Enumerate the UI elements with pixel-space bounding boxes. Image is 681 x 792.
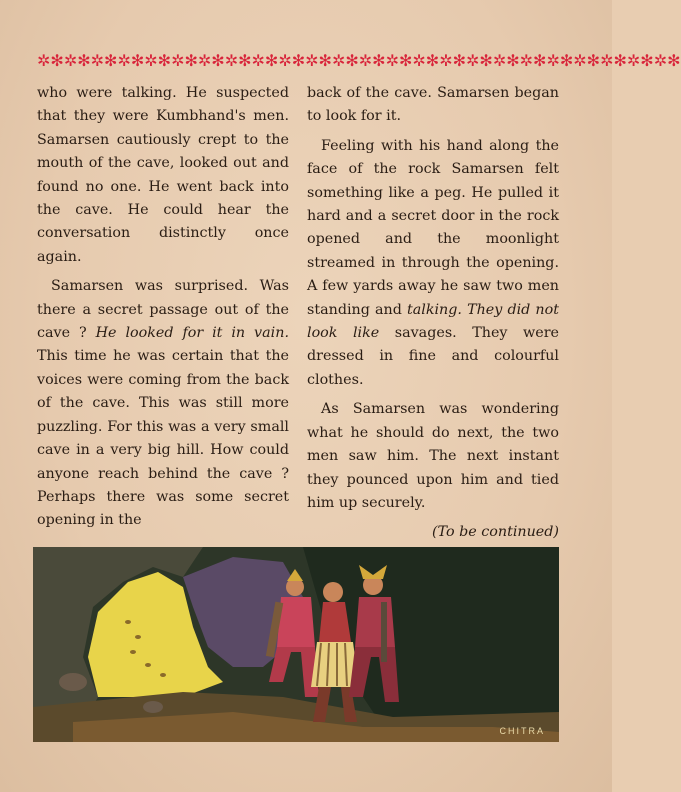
left-text-column — [37, 82, 289, 533]
artist-signature: CHITRA — [499, 726, 545, 736]
right-paragraph-1: back of the cave. Samarsen began to look for it. — [307, 85, 559, 125]
left-paragraph-2-rest: This time he was certain that the voices were coming from the back of the cave. This was still more puzzling. For this was a very small cave in a very big hill. How could anyone reach behind the cave ? Perhaps there was some secret opening in the — [37, 348, 289, 529]
right-paragraph-2-italic: talking. They did not look like — [307, 301, 559, 342]
right-paragraph-2-intro: Feeling with his hand along the face of the rock Samarsen felt something like a peg. He pulled it hard and a secret door in the rock opened and the moonlight streamed in through the opening. A few yards away he saw two men standing and — [307, 137, 559, 318]
right-text-column — [307, 82, 559, 545]
cave-illustration — [33, 547, 559, 742]
cave-scene-drawing — [33, 547, 559, 742]
right-paragraph-2 — [307, 135, 559, 392]
left-paragraph-2-intro: Samarsen was surprised. Was there a secret passage out of the cave ? — [37, 278, 289, 342]
right-paragraph-3: As Samarsen was wondering what he should do next, the two men saw him. The next instant they pounced upon him and tied him up securely. — [307, 401, 559, 511]
left-paragraph-2-italic: He looked for it in vain. — [95, 325, 289, 342]
left-paragraph-1: who were talking. He suspected that they were Kumbhand's men. Samarsen cautiously crept to the mouth of the cave, looked out and found no one. He went back into the cave. He could hear the conversation distinctly once again. — [37, 85, 289, 265]
decorative-border: ✲✻✲✻✲✻✲✻✲✻✲✻✲✻✲✻✲✻✲✻✲✻✲✻✲✻✲✻✲✻✲✻✲✻✲✻✲✻✲✻✲✻✲✻✲✻✲✻ — [37, 51, 681, 70]
right-paragraph-2-rest: savages. They were dressed in fine and colourful clothes. — [307, 325, 559, 388]
left-paragraph-2 — [37, 275, 289, 532]
to-be-continued: (To be continued) — [431, 524, 559, 541]
